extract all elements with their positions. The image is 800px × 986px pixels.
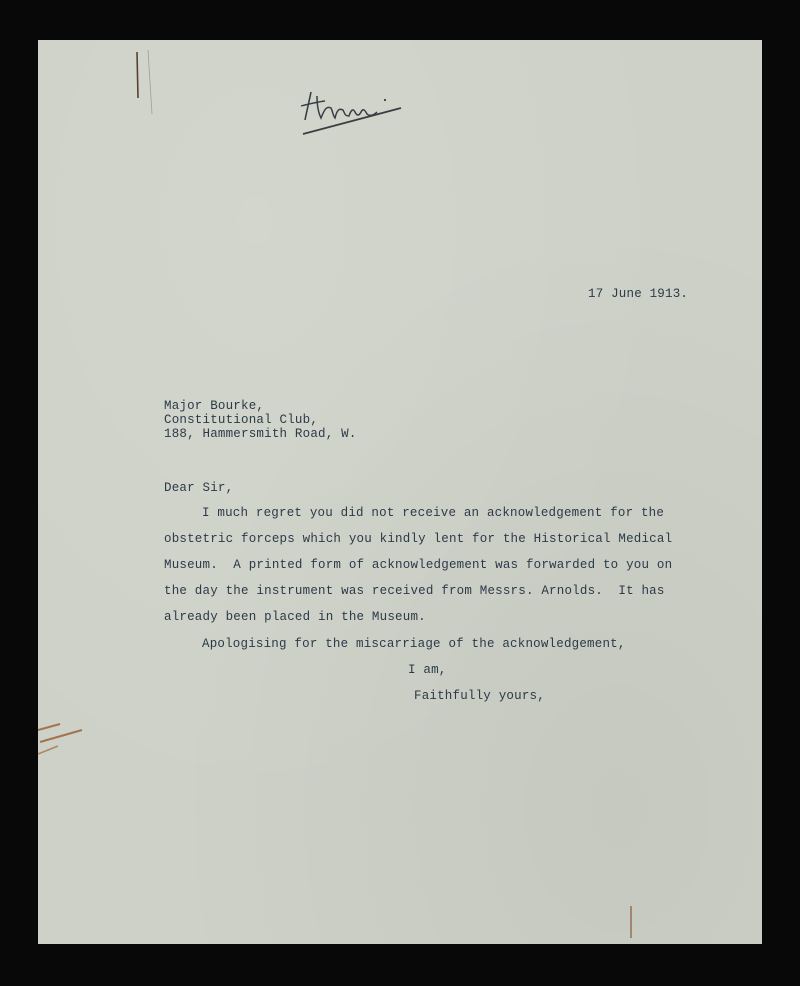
body-line: already been placed in the Museum.	[164, 610, 426, 624]
closing-line: I am,	[408, 663, 447, 677]
staple-mark	[130, 48, 160, 118]
closing-line: Faithfully yours,	[414, 689, 545, 703]
body-line: I much regret you did not receive an acknowledgement for the	[202, 506, 665, 520]
letter-page	[38, 40, 762, 944]
body-line: the day the instrument was received from Messrs. Arnolds. It has	[164, 584, 665, 598]
recipient-line: Major Bourke,	[164, 399, 265, 413]
handwritten-mark	[293, 62, 413, 142]
rust-stain	[38, 720, 88, 760]
body-line: Museum. A printed form of acknowledgement was forwarded to you on	[164, 558, 673, 572]
body-line: Apologising for the miscarriage of the acknowledgement,	[202, 637, 626, 651]
recipient-line: Constitutional Club,	[164, 413, 319, 427]
recipient-line: 188, Hammersmith Road, W.	[164, 427, 357, 441]
body-line: obstetric forceps which you kindly lent for the Historical Medical	[164, 532, 673, 546]
rust-stain-bottom	[626, 900, 636, 940]
salutation: Dear Sir,	[164, 481, 234, 495]
letter-date: 17 June 1913.	[588, 287, 689, 301]
